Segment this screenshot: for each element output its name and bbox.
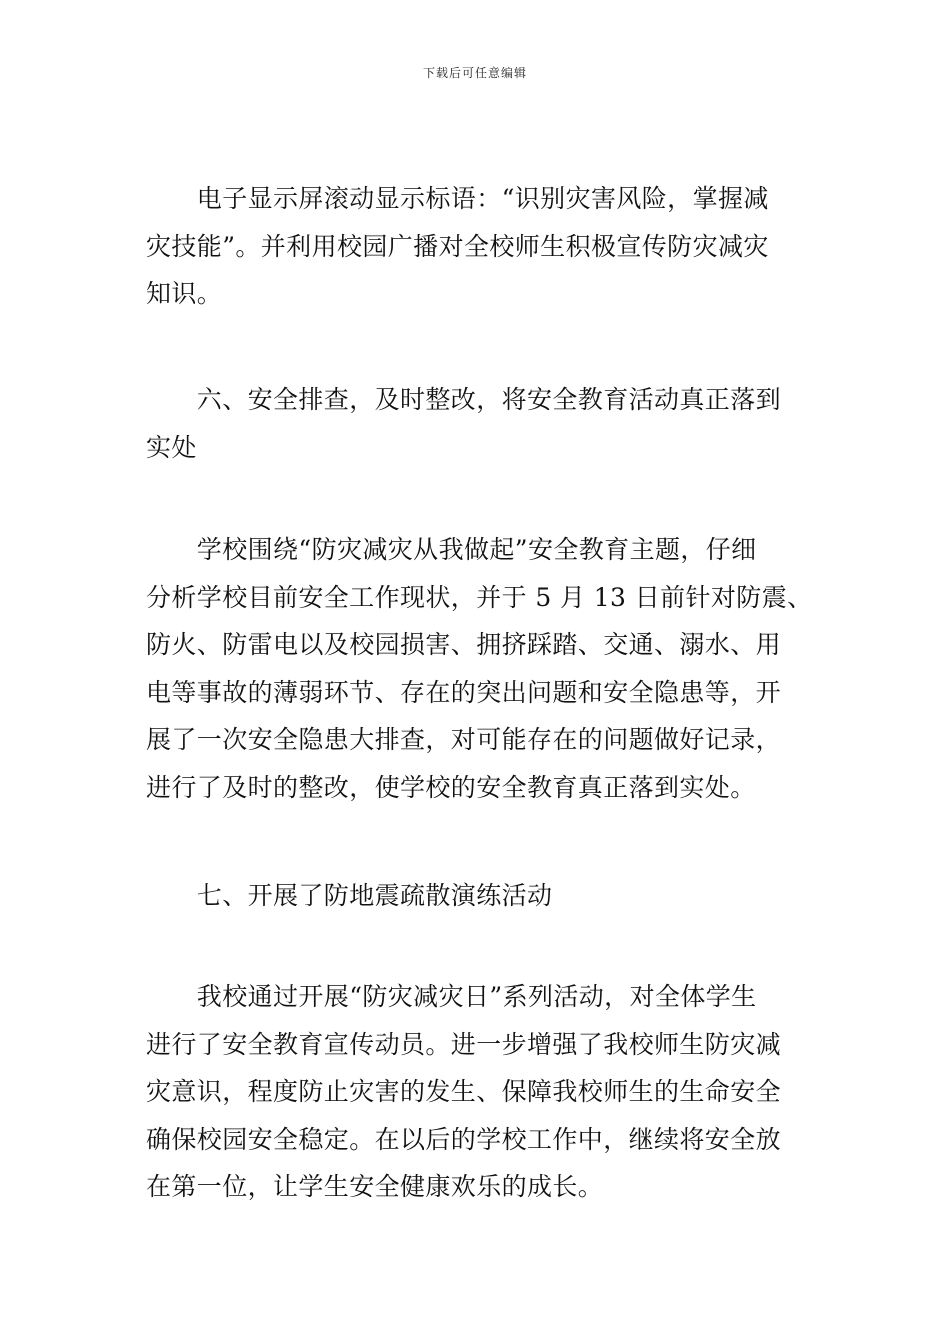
text-line: 确保校园安全稳定。在以后的学校工作中，继续将安全放 [146, 1124, 782, 1154]
page-header: 下载后可任意编辑 [422, 66, 527, 80]
text-line: 六、安全排查，及时整改，将安全教育活动真正落到 [146, 385, 782, 414]
text-line: 实处 [146, 432, 197, 462]
text-line: 展了一次安全隐患大排查，对可能存在的问题做好记录， [146, 725, 782, 754]
text-line: 学校围绕“防灾减灾从我做起”安全教育主题，仔细 [146, 535, 757, 564]
text-line: 电等事故的薄弱环节、存在的突出问题和安全隐患等，开 [146, 677, 782, 707]
text-line: 防火、防雷电以及校园损害、拥挤踩踏、交通、溺水、用 [146, 630, 782, 659]
section-heading-7 [146, 872, 810, 920]
text-line: 七、开展了防地震疏散演练活动 [146, 881, 553, 910]
paragraph-safety-inspection [146, 526, 813, 811]
text-line: 在第一位，让学生安全健康欢乐的成长。 [146, 1172, 604, 1201]
section-heading-6 [146, 376, 810, 471]
paragraph-display-slogan [146, 175, 810, 318]
text-line: 灾技能”。并利用校园广播对全校师生积极宣传防灾减灾 [146, 231, 769, 261]
text-line: 知识。 [146, 279, 223, 308]
text-line: 灾意识，程度防止灾害的发生、保障我校师生的生命安全 [146, 1077, 782, 1106]
text-line: 分析学校目前安全工作现状，并于 5 月 13 日前针对防震、 [146, 582, 813, 612]
text-line: 进行了安全教育宣传动员。进一步增强了我校师生防灾减 [146, 1029, 782, 1059]
text-line: 电子显示屏滚动显示标语：“识别灾害风险，掌握减 [146, 184, 769, 213]
text-line: 进行了及时的整改，使学校的安全教育真正落到实处。 [146, 772, 756, 802]
paragraph-summary [146, 973, 810, 1211]
text-line: 我校通过开展“防灾减灾日”系列活动，对全体学生 [146, 982, 757, 1011]
